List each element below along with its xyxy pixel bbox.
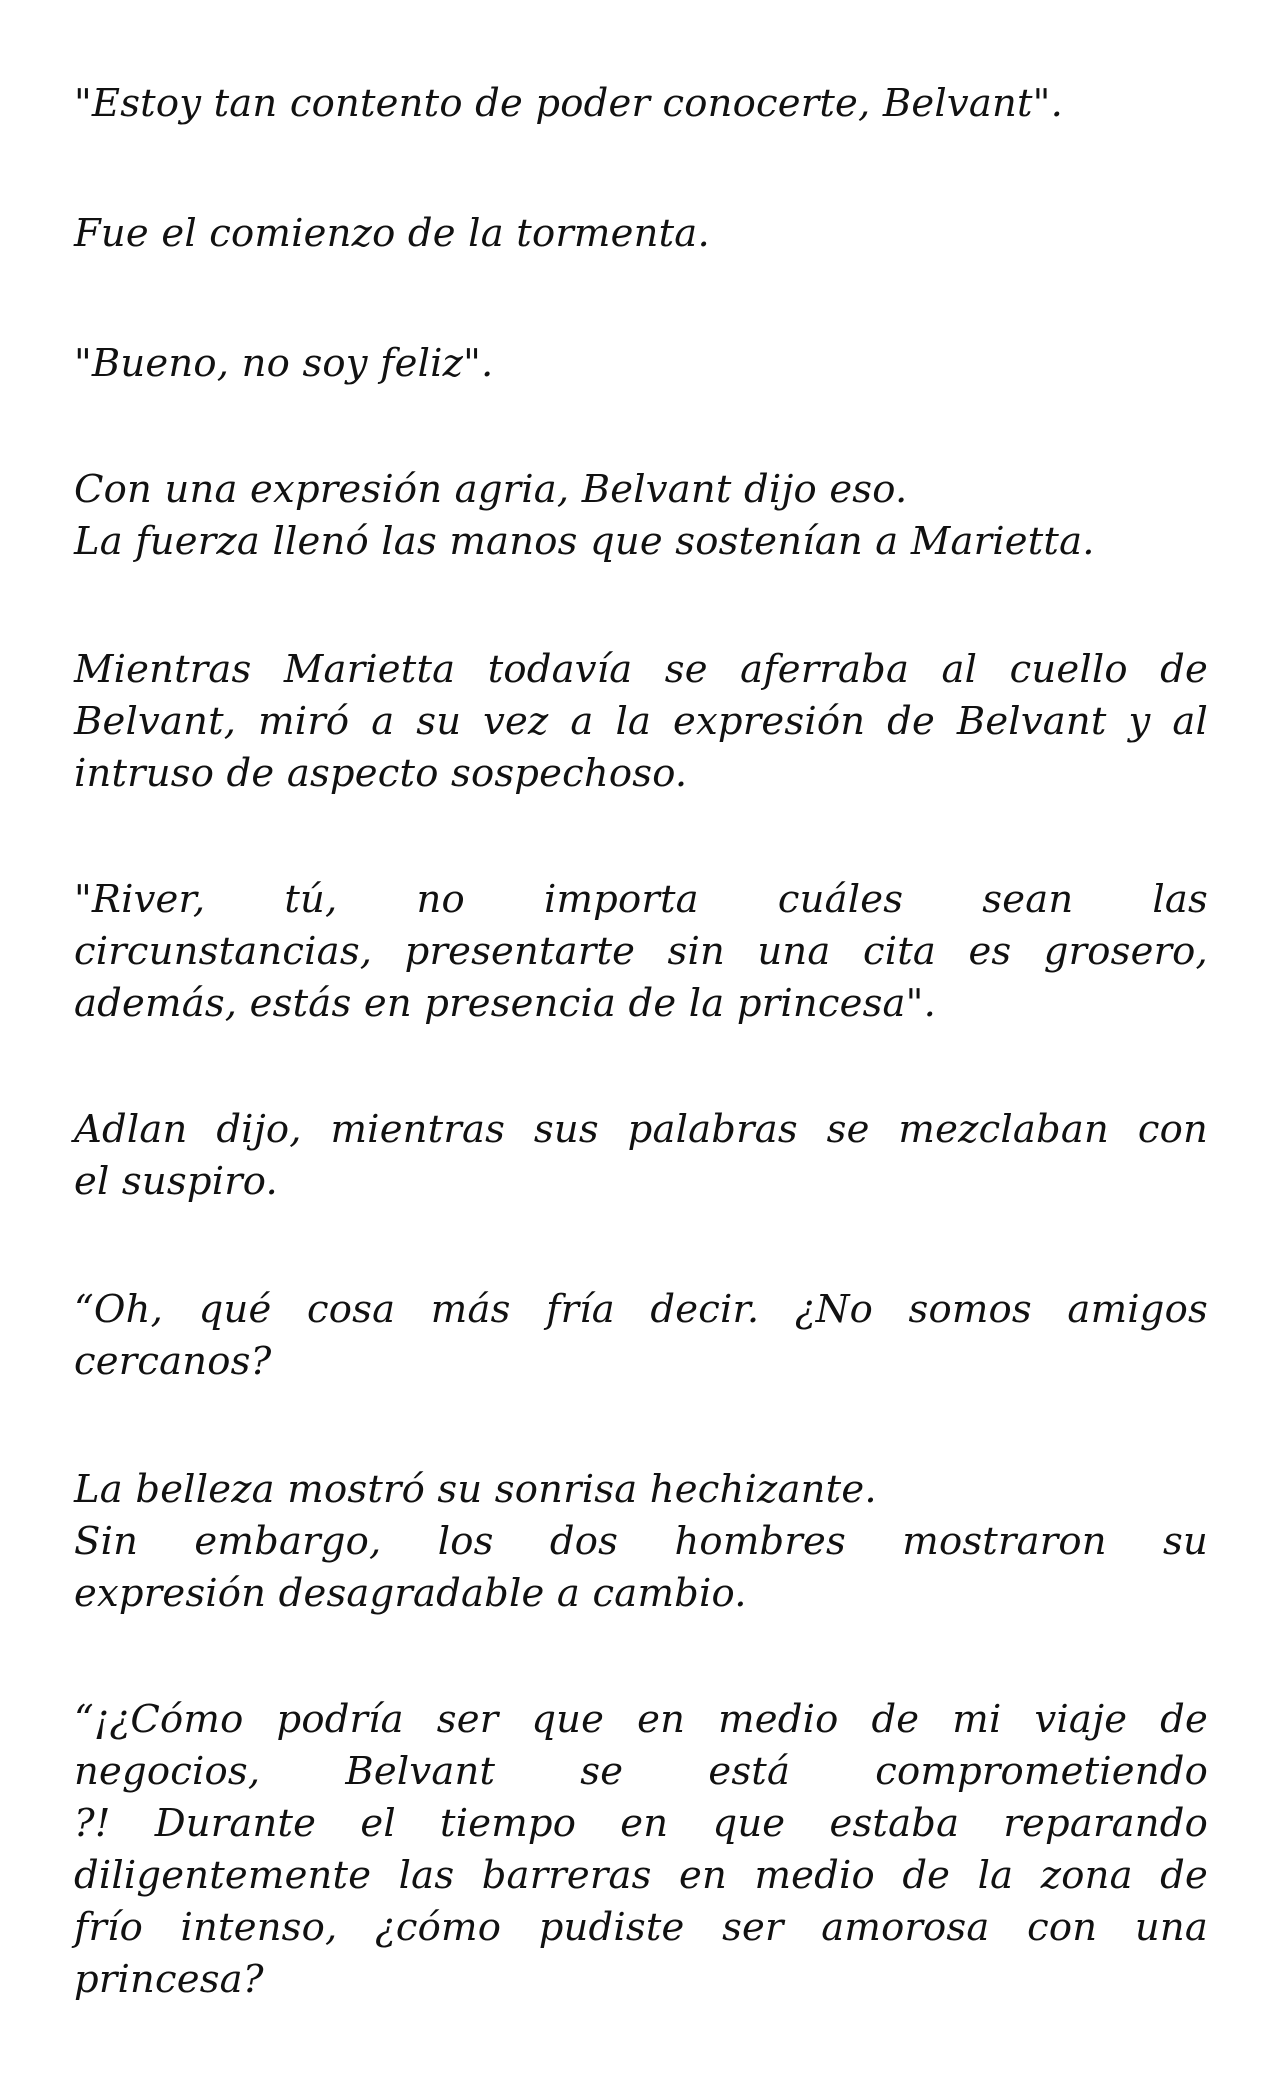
paragraph-10: [74, 1694, 1208, 2006]
paragraph-9: [74, 1464, 1208, 1620]
text-line: “¡¿Cómo podría ser que en medio de mi viaje de: [74, 1697, 1208, 1742]
paragraph-5: [74, 644, 1208, 800]
text-line: expresión desagradable a cambio.: [74, 1571, 747, 1616]
paragraph-2: [74, 208, 1208, 260]
text-line: "River, tú, no importa cuáles sean las: [74, 877, 1208, 922]
text-line: princesa?: [74, 1957, 264, 2002]
text-line: La belleza mostró su sonrisa hechizante.: [74, 1467, 877, 1512]
text-line: intruso de aspecto sospechoso.: [74, 751, 688, 796]
text-line: Con una expresión agria, Belvant dijo eso.: [74, 467, 908, 512]
text-line: el suspiro.: [74, 1159, 278, 1204]
text-line: negocios, Belvant se está comprometiendo: [74, 1749, 1208, 1794]
text-line: circunstancias, presentarte sin una cita es grosero,: [74, 929, 1208, 974]
text-line: Belvant, miró a su vez a la expresión de Belvant y al: [74, 699, 1208, 744]
paragraph-4: [74, 464, 1208, 568]
text-line: Adlan dijo, mientras sus palabras se mezclaban con: [74, 1107, 1208, 1152]
text-line: además, estás en presencia de la princesa".: [74, 981, 937, 1026]
text-line: Sin embargo, los dos hombres mostraron su: [74, 1519, 1208, 1564]
paragraph-6: [74, 874, 1208, 1030]
paragraph-3: [74, 338, 1208, 390]
text-line: diligentemente las barreras en medio de la zona de: [74, 1853, 1208, 1898]
text-line: La fuerza llenó las manos que sostenían a Marietta.: [74, 519, 1095, 564]
text-line: "Estoy tan contento de poder conocerte, Belvant".: [74, 81, 1064, 126]
text-line: cercanos?: [74, 1339, 272, 1384]
text-line: Fue el comienzo de la tormenta.: [74, 211, 710, 256]
paragraph-1: [74, 78, 1208, 130]
paragraph-7: [74, 1104, 1208, 1208]
text-line: ?! Durante el tiempo en que estaba reparando: [74, 1801, 1208, 1846]
text-line: Mientras Marietta todavía se aferraba al cuello de: [74, 647, 1208, 692]
text-line: frío intenso, ¿cómo pudiste ser amorosa con una: [74, 1905, 1208, 1950]
text-line: "Bueno, no soy feliz".: [74, 341, 494, 386]
text-line: “Oh, qué cosa más fría decir. ¿No somos amigos: [74, 1287, 1208, 1332]
paragraph-8: [74, 1284, 1208, 1388]
